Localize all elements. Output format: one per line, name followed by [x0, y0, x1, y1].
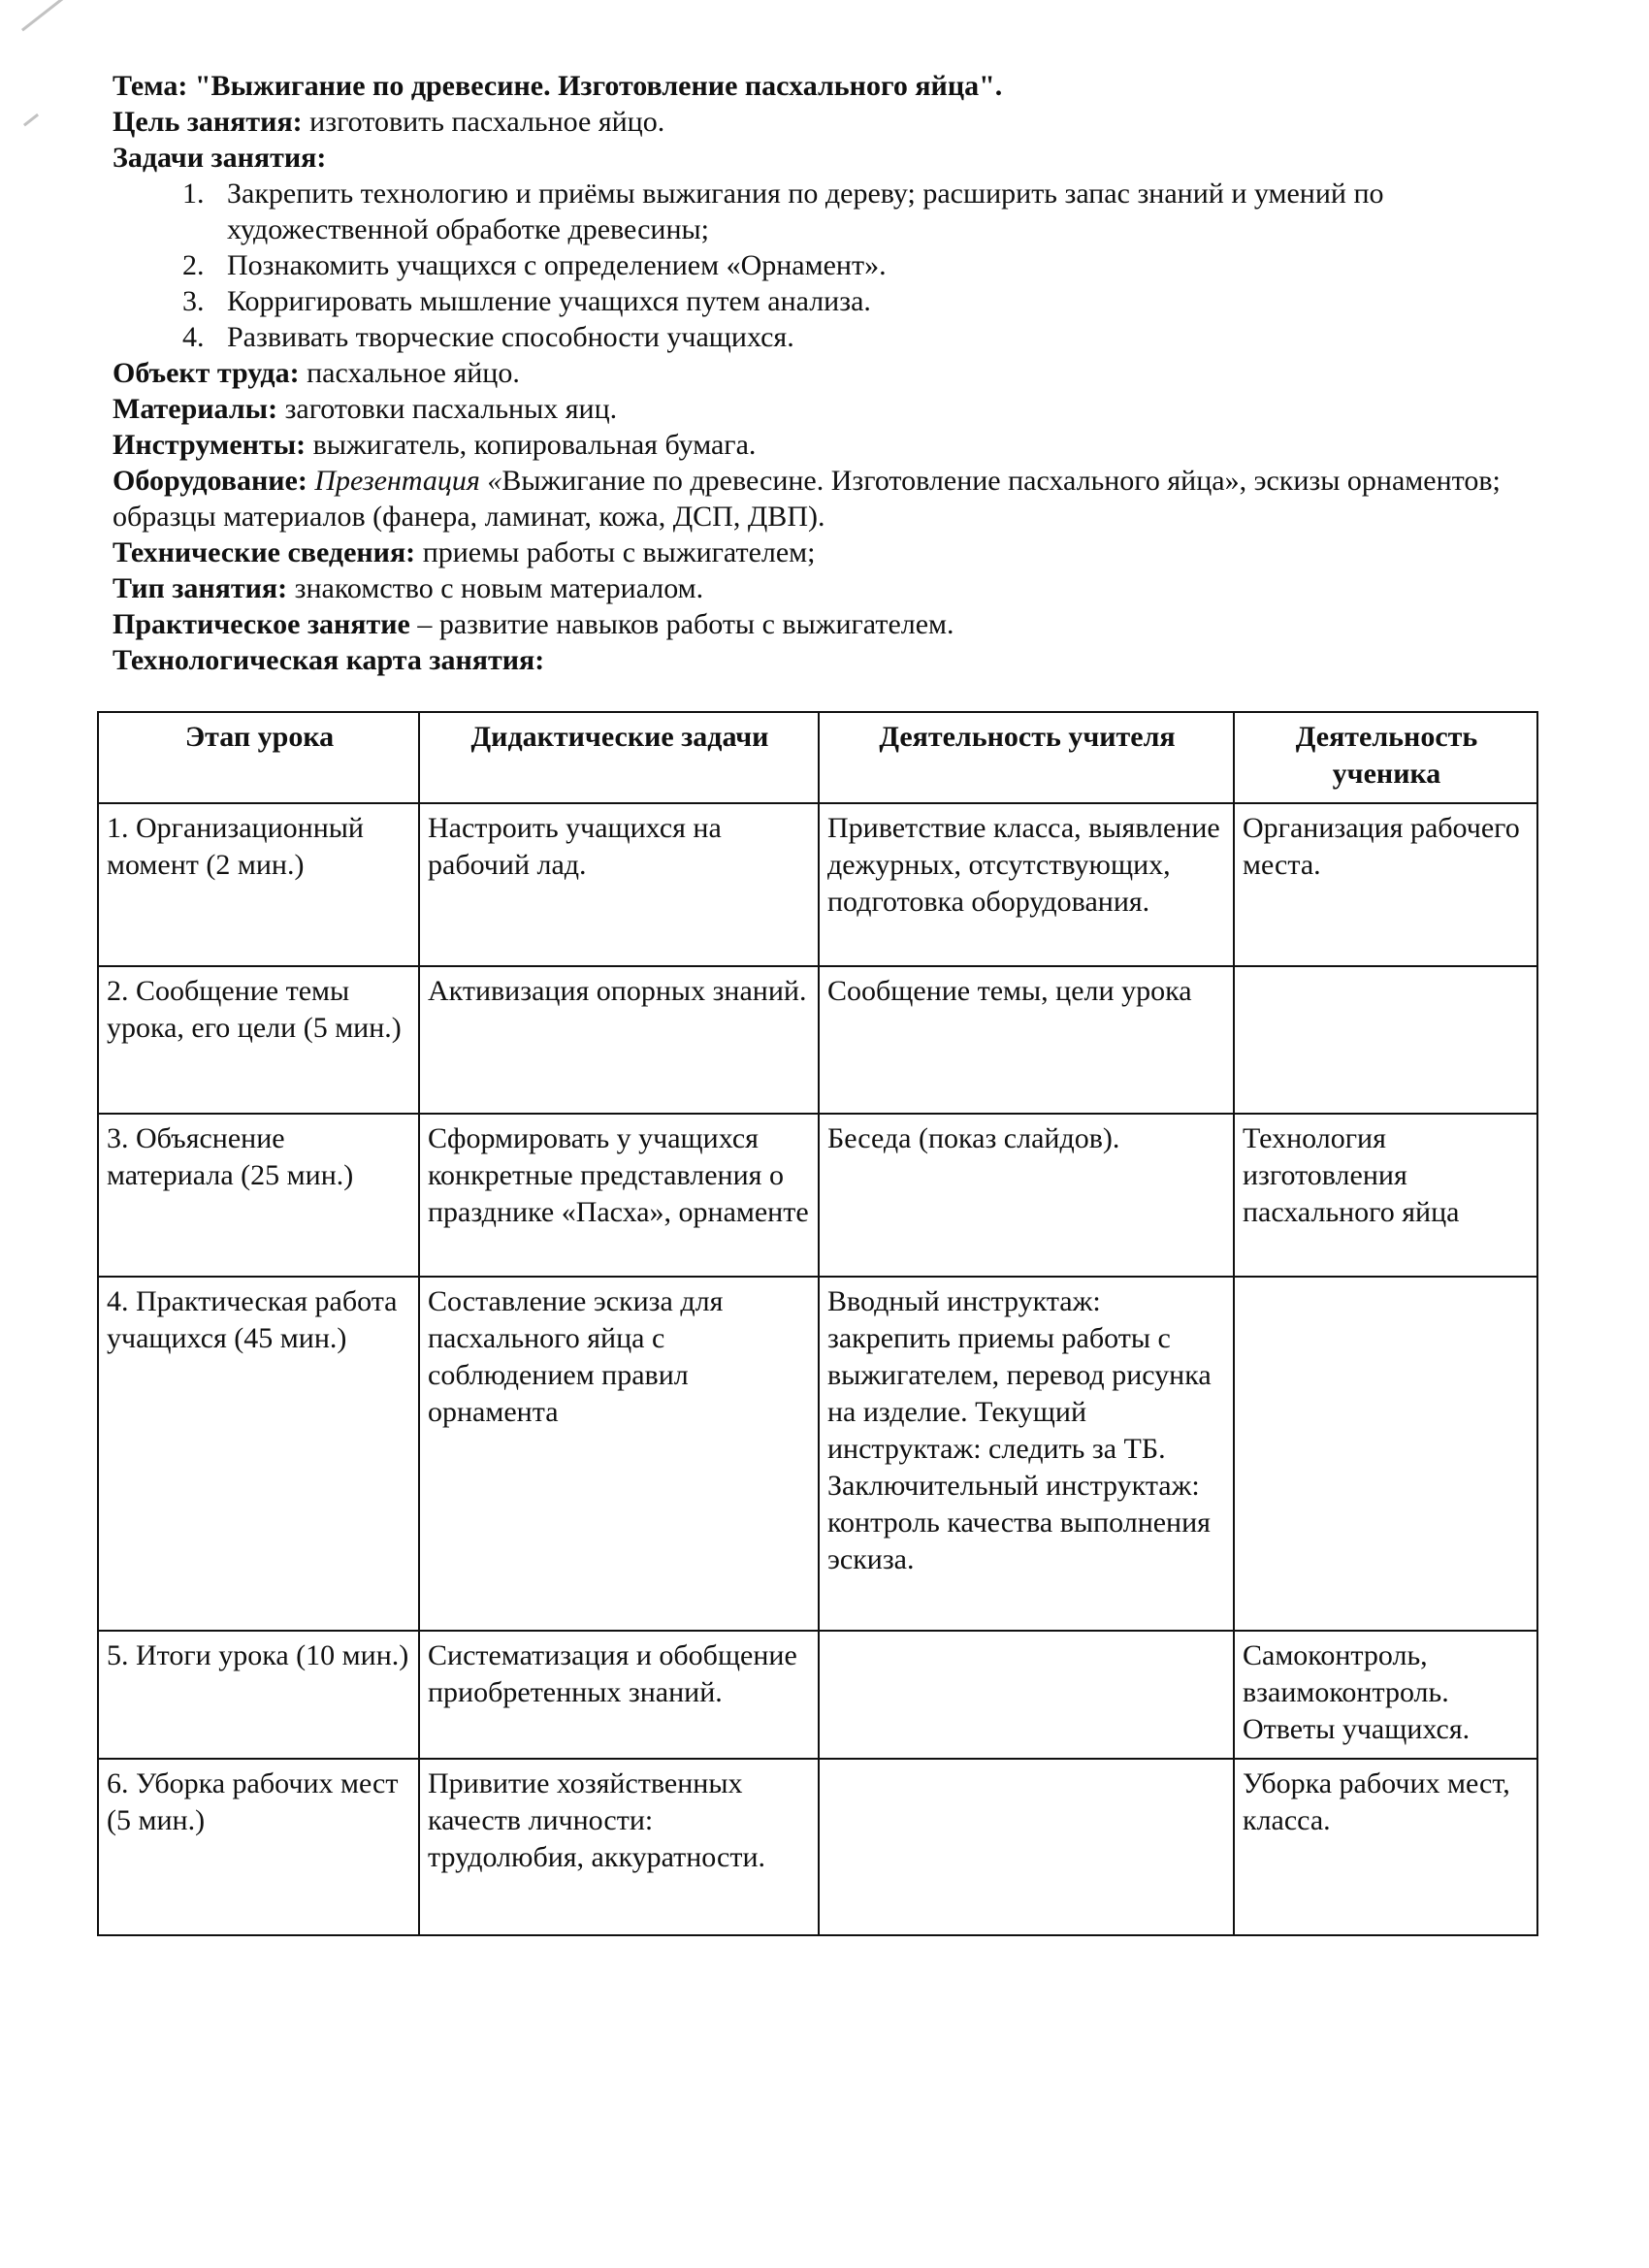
task-item: 4. Развивать творческие способности учащихся.: [211, 319, 1529, 355]
cell-teacher: Приветствие класса, выявление дежурных, отсутствующих, подготовка оборудования.: [819, 803, 1234, 966]
tasks-label: Задачи занятия:: [113, 142, 327, 174]
type-text: знакомство с новым материалом.: [287, 572, 704, 604]
cell-stage: 4. Практическая работа учащихся (45 мин.): [98, 1277, 419, 1631]
column-header: Дидактические задачи: [419, 712, 819, 803]
cell-student: Самоконтроль, взаимоконтроль. Ответы учащихся.: [1234, 1631, 1537, 1759]
lesson-tech-card-table: [97, 711, 1538, 1936]
materials-line: [113, 391, 1529, 427]
equipment-label: Оборудование:: [113, 465, 307, 497]
lesson-goal: [113, 104, 1529, 140]
cell-stage: 2. Сообщение темы урока, его цели (5 мин.): [98, 966, 419, 1114]
column-header: Этап урока: [98, 712, 419, 803]
tech-label: Технические сведения:: [113, 536, 416, 568]
tools-label: Инструменты:: [113, 429, 307, 461]
table-row: [98, 966, 1537, 1114]
cell-student: Уборка рабочих мест, класса.: [1234, 1759, 1537, 1935]
cell-teacher: [819, 1631, 1234, 1759]
lesson-theme: Тема: "Выжигание по древесине. Изготовление пасхального яйца".: [113, 70, 1003, 102]
object-line: [113, 355, 1529, 391]
tech-text: приемы работы с выжигателем;: [415, 536, 816, 568]
materials-text: заготовки пасхальных яиц.: [277, 393, 618, 425]
tech-line: [113, 535, 1529, 570]
scan-edge-mark-small: [23, 113, 39, 126]
task-item: 1. Закрепить технологию и приёмы выжигания по дереву; расширить запас знаний и умений по художественной обработке древесины;: [211, 176, 1529, 247]
goal-label: Цель занятия:: [113, 106, 303, 138]
table-row: [98, 1631, 1537, 1759]
column-header: Деятельность учителя: [819, 712, 1234, 803]
cell-stage: 6. Уборка рабочих мест (5 мин.): [98, 1759, 419, 1935]
equipment-italic: Презентация «: [307, 465, 502, 497]
tools-text: выжигатель, копировальная бумага.: [306, 429, 757, 461]
cell-tasks: Настроить учащихся на рабочий лад.: [419, 803, 819, 966]
equipment-text: Выжигание по древесине. Изготовление пасхального яйца», эскизы орнаментов; образцы материалов (фанера, ламинат, кожа, ДСП, ДВП).: [113, 465, 1501, 533]
cell-teacher: Сообщение темы, цели урока: [819, 966, 1234, 1114]
cell-teacher: [819, 1759, 1234, 1935]
cell-student: [1234, 966, 1537, 1114]
cell-tasks: Систематизация и обобщение приобретенных знаний.: [419, 1631, 819, 1759]
table-row: [98, 1759, 1537, 1935]
cell-tasks: Сформировать у учащихся конкретные представления о празднике «Пасха», орнаменте: [419, 1114, 819, 1277]
lesson-header: [113, 68, 1529, 678]
cell-stage: 1. Организационный момент (2 мин.): [98, 803, 419, 966]
cell-tasks: Составление эскиза для пасхального яйца с соблюдением правил орнамента: [419, 1277, 819, 1631]
table-row: [98, 803, 1537, 966]
card-label: Технологическая карта занятия:: [113, 644, 545, 676]
practice-line: [113, 606, 1529, 642]
table-row: [98, 1277, 1537, 1631]
cell-tasks: Активизация опорных знаний.: [419, 966, 819, 1114]
cell-student: Организация рабочего места.: [1234, 803, 1537, 966]
object-label: Объект труда:: [113, 357, 300, 389]
column-header: Деятельность ученика: [1234, 712, 1537, 803]
cell-tasks: Привитие хозяйственных качеств личности: трудолюбия, аккуратности.: [419, 1759, 819, 1935]
task-item: 2. Познакомить учащихся с определением «Орнамент».: [211, 247, 1529, 283]
scan-edge-mark: [21, 0, 138, 31]
tools-line: [113, 427, 1529, 463]
cell-student: [1234, 1277, 1537, 1631]
goal-text: изготовить пасхальное яйцо.: [302, 106, 665, 138]
cell-teacher: Вводный инструктаж: закрепить приемы работы с выжигателем, перевод рисунка на изделие. Текущий инструктаж: следить за ТБ. Заключительный инструктаж: контроль качества выполнения эскиза.: [819, 1277, 1234, 1631]
materials-label: Материалы:: [113, 393, 278, 425]
cell-stage: 3. Объяснение материала (25 мин.): [98, 1114, 419, 1277]
cell-student: Технология изготовления пасхального яйца: [1234, 1114, 1537, 1277]
equipment-line: [113, 463, 1529, 535]
table-header-row: [98, 712, 1537, 803]
cell-stage: 5. Итоги урока (10 мин.): [98, 1631, 419, 1759]
object-text: пасхальное яйцо.: [299, 357, 520, 389]
table-row: [98, 1114, 1537, 1277]
practice-text: – развитие навыков работы с выжигателем.: [409, 608, 954, 640]
cell-teacher: Беседа (показ слайдов).: [819, 1114, 1234, 1277]
type-label: Тип занятия:: [113, 572, 288, 604]
type-line: [113, 570, 1529, 606]
task-item: 3. Корригировать мышление учащихся путем анализа.: [211, 283, 1529, 319]
tasks-list: [113, 176, 1529, 355]
practice-label: Практическое занятие: [113, 608, 410, 640]
